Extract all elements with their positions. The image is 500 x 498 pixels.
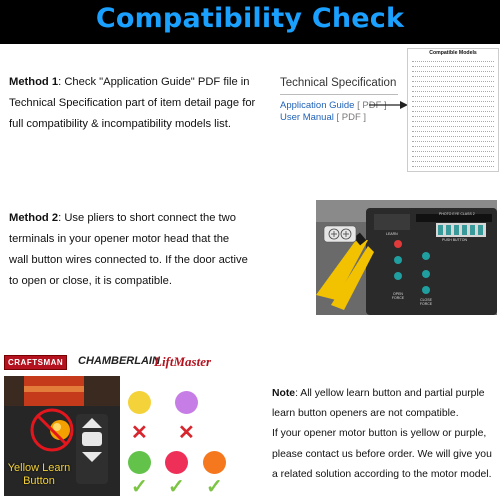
check-icon: ✓ <box>168 476 185 498</box>
note-line-3: If your opener motor button is yellow or purple, <box>272 428 487 440</box>
application-guide-label: Application Guide <box>280 100 355 111</box>
models-table-row <box>412 104 494 107</box>
header-banner <box>0 0 500 44</box>
open-force-text: OPEN FORCE <box>391 292 405 300</box>
compatible-models-card <box>407 48 499 172</box>
models-table-row <box>412 79 494 82</box>
method1-text <box>9 72 271 135</box>
models-table-row <box>412 144 494 147</box>
check-icon: ✓ <box>131 476 148 498</box>
method2-line-2: terminals in your opener motor head that the <box>9 233 230 245</box>
models-table-row <box>412 154 494 157</box>
models-table-row <box>412 69 494 72</box>
method1-line-1: : Check "Application Guide" PDF file in <box>58 76 250 88</box>
tech-spec-title: Technical Specification <box>280 77 397 89</box>
method2-line-3: wall button wires connected to. If the door active <box>9 254 248 266</box>
method2-text <box>9 208 271 292</box>
compatible-models-title: Compatible Models <box>429 50 477 56</box>
craftsman-logo: CRAFTSMAN <box>4 355 67 370</box>
models-table-row <box>412 109 494 112</box>
green-learn-button <box>128 451 151 474</box>
method1-label: Method 1 <box>9 76 59 88</box>
yellow-learn-button <box>128 391 151 414</box>
purple-learn-button <box>175 391 198 414</box>
user-manual-label: User Manual <box>280 112 334 123</box>
red-learn-button <box>165 451 188 474</box>
models-table-row <box>412 89 494 92</box>
models-table-row <box>412 149 494 152</box>
models-table-row <box>412 159 494 162</box>
panel-header-text: PHOTO EYE CLASS 2 <box>439 212 475 216</box>
learn-caption-line-1: Yellow Learn <box>7 462 71 474</box>
note-text <box>272 384 498 485</box>
models-table-row <box>412 114 494 117</box>
models-table-row <box>412 74 494 77</box>
learn-caption-line-2: Button <box>23 475 55 487</box>
check-icon: ✓ <box>206 476 223 498</box>
note-line-2: learn button openers are not compatible. <box>272 408 459 420</box>
note-line-1: : All yellow learn button and partial purple <box>295 388 485 399</box>
method2-label: Method 2 <box>9 212 59 224</box>
method1-line-3: full compatibility & incompatibility models list. <box>9 118 231 130</box>
application-guide-pdf-tag: [ PDF ] <box>357 100 387 111</box>
technical-spec-panel <box>272 44 500 169</box>
close-force-text: CLOSE FORCE <box>419 298 433 306</box>
models-table-row <box>412 139 494 142</box>
user-manual-pdf-tag: [ PDF ] <box>336 112 367 123</box>
models-table-row <box>412 99 494 102</box>
models-table-row <box>412 129 494 132</box>
liftmaster-logo: LiftMaster <box>154 354 212 369</box>
arrow-right-icon <box>367 99 409 111</box>
models-table-row <box>412 119 494 122</box>
note-line-5: a related solution according to the motor model. <box>272 468 492 480</box>
method2-line-4: to open or close, it is compatible. <box>9 275 172 287</box>
models-table-row <box>412 164 494 167</box>
method2-line-1: : Use pliers to short connect the two <box>58 212 236 224</box>
models-table-row <box>412 134 494 137</box>
models-table-row <box>412 59 494 62</box>
page-title: Compatibility Check <box>95 3 405 34</box>
note-label: Note <box>272 388 296 399</box>
opener-panel-photo <box>316 200 497 315</box>
push-button-text: PUSH BUTTON <box>442 238 468 242</box>
orange-learn-button <box>203 451 226 474</box>
models-table-row <box>412 94 494 97</box>
method1-line-2: Technical Specification part of item detail page for <box>9 97 256 109</box>
learn-text: LEARN <box>386 232 398 236</box>
chamberlain-logo: CHAMBERLAIN <box>78 355 160 367</box>
models-table-row <box>412 64 494 67</box>
cross-icon: ✕ <box>131 422 148 444</box>
learn-button-caption <box>4 462 74 488</box>
models-table-row <box>412 84 494 87</box>
opener-panel-illustration <box>316 200 497 315</box>
learn-button-photo <box>4 376 120 496</box>
cross-icon: ✕ <box>178 422 195 444</box>
models-table-row <box>412 124 494 127</box>
note-line-4: please contact us before order. We will give you <box>272 448 492 460</box>
tech-spec-divider <box>280 94 398 95</box>
user-manual-link[interactable] <box>280 112 366 123</box>
